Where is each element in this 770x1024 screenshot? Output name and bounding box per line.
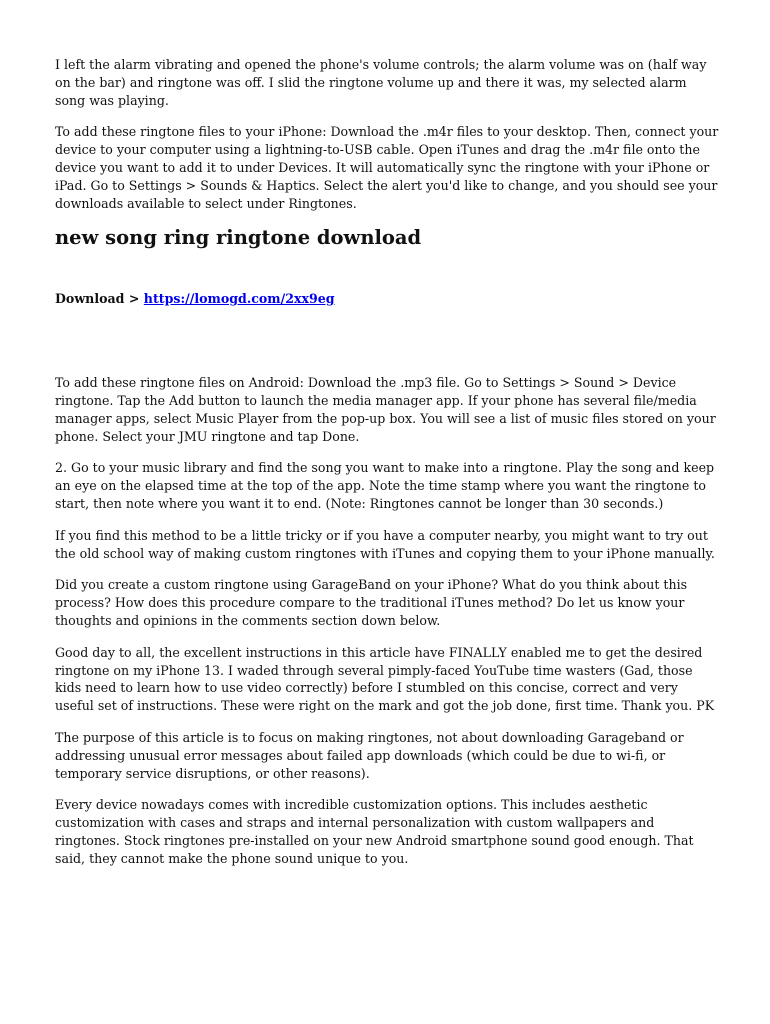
document-page: [55, 56, 720, 882]
paragraph-iphone-instructions: To add these ringtone files to your iPhone: Download the .m4r files to your desktop. Then, connect your device to your computer using a lightning-to-USB cable. Open iTunes and drag the .m4r file onto the device you want to add it to under Devices. It will automatically sync the ringtone with your iPhone or iPad. Go to Settings > Sounds & Haptics. Select the alert you'd like to change, and you should see your downloads available to select under Ringtones.: [55, 124, 719, 211]
paragraph-music-library-step: 2. Go to your music library and find the song you want to make into a ringtone. Play the song and keep an eye on the elapsed time at the top of the app. Note the time stamp where you want the ringtone to start, then note where you want it to end. (Note: Ringtones cannot be longer than 30 seconds.): [55, 460, 715, 511]
paragraph-customization: Every device nowadays comes with incredible customization options. This includes aesthetic customization with cases and straps and internal personalization with custom wallpapers and ringtones. Stock ringtones pre-installed on your new Android smartphone sound good enough. That said, they cannot make the phone sound unique to you.: [55, 797, 694, 866]
download-link[interactable]: https://lomogd.com/2xx9eg: [143, 291, 335, 307]
section-heading: new song ring ringtone download: [55, 226, 422, 250]
download-line: [55, 290, 720, 308]
paragraph-itunes-alternative: If you find this method to be a little tricky or if you have a computer nearby, you might want to try out the old school way of making custom ringtones with iTunes and copying them to your iPhone manually.: [55, 527, 715, 561]
paragraph-android-instructions: To add these ringtone files on Android: Download the .mp3 file. Go to Settings > Sound > Device ringtone. Tap the Add button to launch the media manager app. If your phone has several file/media manager apps, select Music Player from the pop-up box. You will see a list of music files stored on your phone. Select your JMU ringtone and tap Done.: [55, 375, 716, 444]
paragraph-reader-comment: Good day to all, the excellent instructions in this article have FINALLY enabled me to get the desired ringtone on my iPhone 13. I waded through several pimply-faced YouTube time wasters (Gad, those kids need to learn how to use video correctly) before I stumbled on this concise, correct and very useful set of instructions. These were right on the mark and got the job done, first time. Thank you. PK: [55, 644, 715, 714]
paragraph-alarm-volume: I left the alarm vibrating and opened the phone's volume controls; the alarm volume was on (half way on the bar) and ringtone was off. I slid the ringtone volume up and there it was, my selected alarm song was playing.: [55, 57, 707, 108]
download-label: Download >: [55, 291, 140, 307]
paragraph-garageband-question: Did you create a custom ringtone using GarageBand on your iPhone? What do you think about this process? How does this procedure compare to the traditional iTunes method? Do let us know your thoughts and opinions in the comments section down below.: [55, 577, 688, 628]
paragraph-article-purpose: The purpose of this article is to focus on making ringtones, not about downloading Garageband or addressing unusual error messages about failed app downloads (which could be due to wi-fi, or temporary service disruptions, or other reasons).: [55, 729, 684, 781]
